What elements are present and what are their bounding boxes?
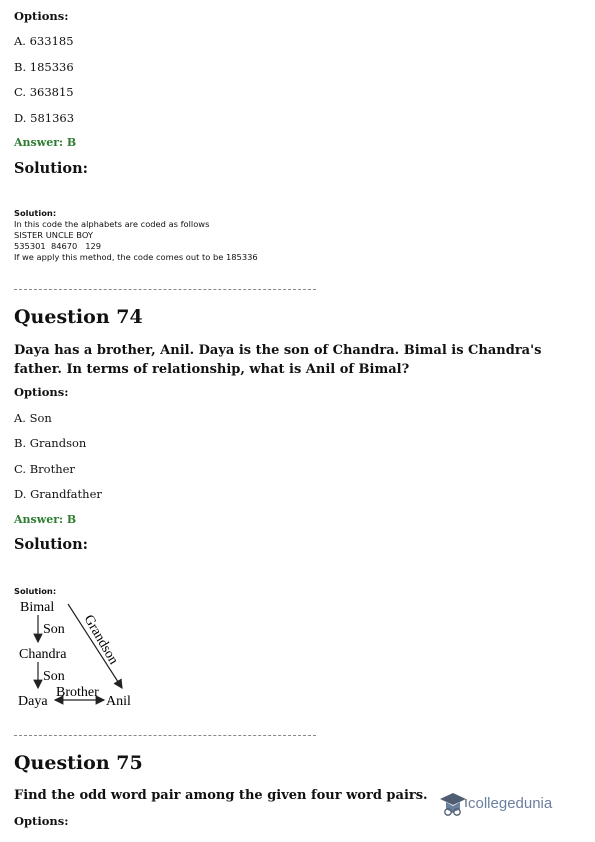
option-d: D. 581363 (14, 111, 75, 125)
diagram-brother: Brother (56, 685, 99, 700)
diagram-chandra: Chandra (19, 647, 67, 662)
divider (14, 735, 316, 736)
diagram-anil: Anil (106, 694, 131, 709)
brand-name: collegedunia (468, 795, 553, 812)
option-c: C. 363815 (14, 85, 74, 99)
solution-heading: Solution: (14, 160, 88, 177)
option-b: B. Grandson (14, 436, 87, 450)
question-text: Daya has a brother, Anil. Daya is the son of Chandra. Bimal is Chandra's father. In terms of relationship, what is Anil of Bimal? (14, 343, 542, 377)
option-a: A. Son (14, 411, 52, 425)
solution-heading: Solution: (14, 536, 88, 553)
diagram-grandson: Grandson (80, 612, 121, 668)
question-title: Question 74 (14, 306, 143, 328)
watermark-logo (436, 786, 586, 820)
diagram-daya: Daya (18, 694, 48, 709)
solution-line: In this code the alphabets are coded as follows (14, 219, 210, 229)
solution-box (14, 208, 258, 263)
question-text: Find the odd word pair among the given four word pairs. (14, 788, 428, 803)
answer-label: Answer: B (14, 513, 77, 526)
options-label: Options: (14, 9, 69, 23)
option-c: C. Brother (14, 462, 75, 476)
solution-line: SISTER UNCLE BOY (14, 230, 93, 240)
solution-box-title-text: Solution: (14, 586, 57, 596)
option-b: B. 185336 (14, 60, 74, 74)
solution-box-title: Solution: (14, 208, 57, 218)
solution-line: If we apply this method, the code comes out to be 185336 (14, 252, 258, 262)
diagram-bimal: Bimal (20, 600, 55, 615)
relationship-diagram (10, 596, 150, 716)
graduation-cap-icon (438, 788, 468, 818)
options-label: Options: (14, 814, 69, 828)
options-label: Options: (14, 385, 69, 399)
solution-line: 535301 84670 129 (14, 241, 102, 251)
diagram-son-1: Son (43, 622, 65, 637)
diagram-son-2: Son (43, 669, 65, 684)
option-d: D. Grandfather (14, 487, 102, 501)
question-title: Question 75 (14, 752, 143, 774)
option-a: A. 633185 (14, 34, 74, 48)
answer-label: Answer: B (14, 136, 77, 149)
divider (14, 289, 316, 290)
